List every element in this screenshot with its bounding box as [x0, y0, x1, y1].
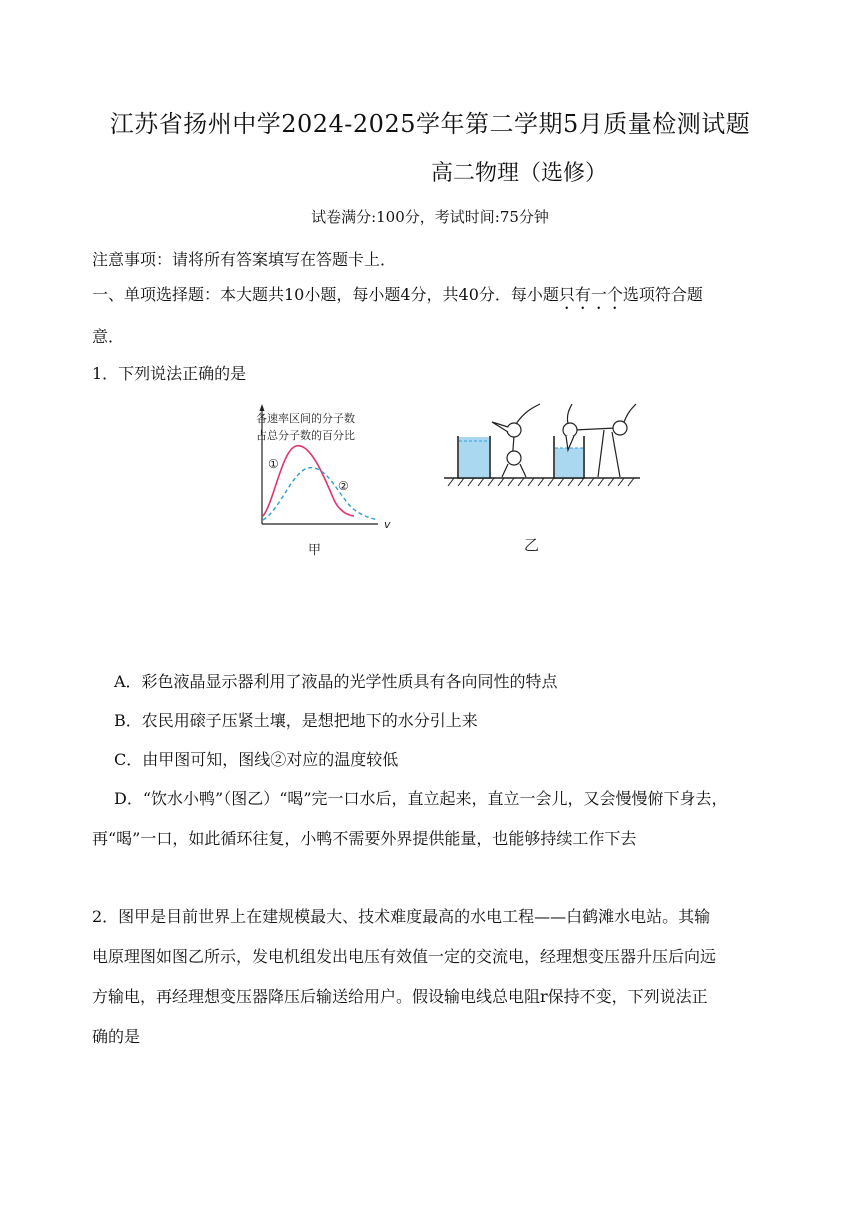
exam-title: 江苏省扬州中学2024-2025学年第二学期5月质量检测试题 [109, 110, 751, 138]
exam-meta: 试卷满分:100分，考试时间:75分钟 [311, 208, 549, 226]
figure-b-drinking-bird [440, 400, 650, 555]
figure-a-distribution-chart [250, 402, 400, 562]
exam-subtitle: 高二物理（选修） [431, 161, 608, 186]
figure-a-curve-1-marker: ① [268, 457, 279, 471]
section-heading-suffix: 选项符合题 [622, 285, 703, 304]
figure-b-left-water [459, 437, 489, 478]
figure-a-curve-2 [263, 468, 378, 520]
notice-line: 注意事项：请将所有答案填写在答题卡上． [92, 250, 397, 269]
figure-a-caption: 甲 [308, 543, 322, 558]
figure-a-curve-2-marker: ② [338, 479, 349, 493]
figure-a-y-arrow [260, 404, 265, 411]
q2-line-3: 方输电，再经理想变压器降压后输送给用户。假设输电线总电阻r保持不变，下列说法正 [92, 987, 708, 1006]
figure-b-right-water [555, 448, 583, 478]
figure-a-ylabel-1: 各速率区间的分子数 [256, 412, 355, 425]
q1-option-a: A．彩色液晶显示器利用了液晶的光学性质具有各向同性的特点 [114, 672, 558, 691]
q1-stem: 1．下列说法正确的是 [92, 364, 247, 383]
figure-b-ground-hatch [448, 478, 634, 486]
section-heading-line2: 意． [92, 327, 125, 346]
q1-option-b: B．农民用磙子压紧土壤，是想把地下的水分引上来 [114, 711, 478, 730]
figure-b-left-bird [492, 404, 540, 477]
q2-line-2: 电原理图如图乙所示，发电机组发出电压有效值一定的交流电，经理想变压器升压后向远 [92, 947, 717, 966]
q2-line-1: 2．图甲是目前世界上在建规模最大、技术难度最高的水电工程——白鹤滩水电站。其输 [92, 907, 711, 926]
figure-a-ylabel-2: 占总分子数的百分比 [256, 429, 355, 442]
q1-option-d: D．“饮水小鸭”（图乙）“喝”完一口水后，直立起来，直立一会儿，又会慢慢俯下身去， [114, 789, 728, 808]
q1-option-c: C．由甲图可知，图线②对应的温度较低 [114, 750, 399, 769]
figure-a-xlabel: v [384, 518, 391, 531]
section-heading-prefix: 一、单项选择题：本大题共10小题，每小题4分，共40分．每小题 [92, 285, 559, 304]
figure-b-caption: 乙 [524, 536, 540, 554]
q1-option-d-continued: 再“喝”一口，如此循环往复，小鸭不需要外界提供能量，也能够持续工作下去 [92, 829, 637, 848]
q2-line-4: 确的是 [92, 1027, 141, 1046]
section-heading-emphasis: 只有一个 [558, 285, 623, 304]
section-heading [92, 282, 703, 313]
